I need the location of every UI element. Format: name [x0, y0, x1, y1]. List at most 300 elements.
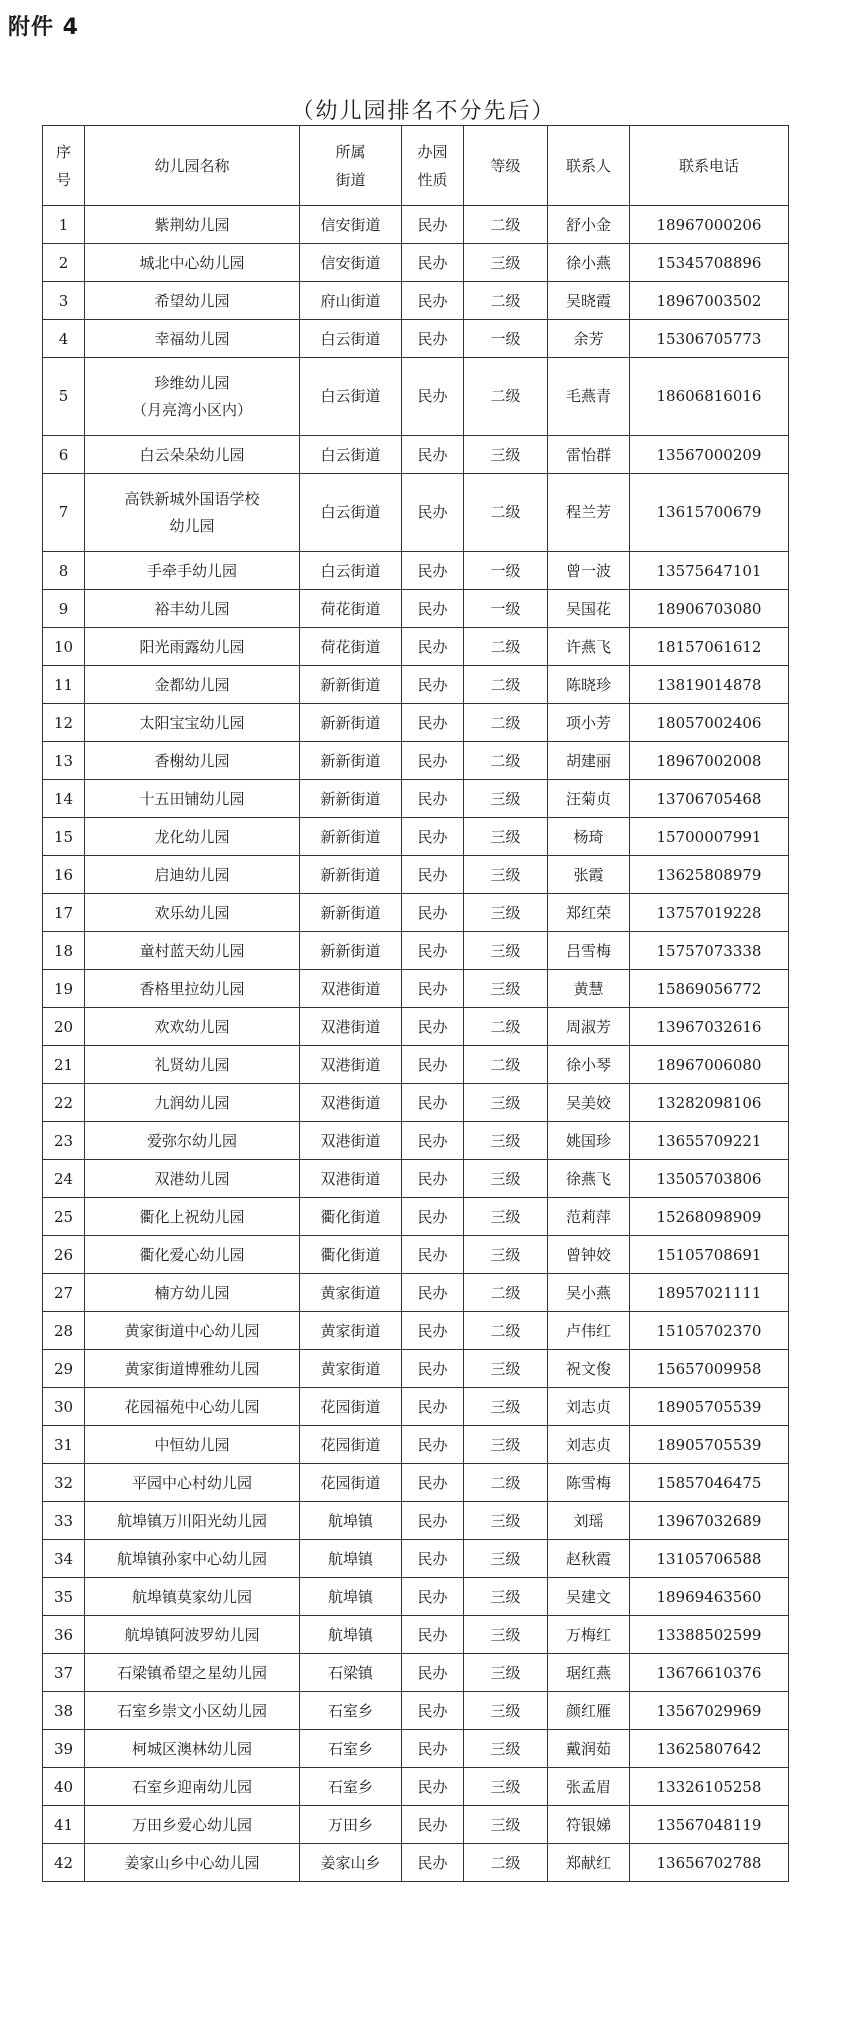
cell-nature: 民办 [402, 282, 464, 320]
cell-nature: 民办 [402, 666, 464, 704]
cell-level: 二级 [464, 282, 548, 320]
cell-street: 花园街道 [300, 1388, 402, 1426]
cell-level: 三级 [464, 818, 548, 856]
cell-index: 30 [43, 1388, 85, 1426]
cell-contact: 刘志贞 [548, 1388, 630, 1426]
cell-index: 13 [43, 742, 85, 780]
cell-phone: 13575647101 [630, 552, 789, 590]
cell-phone: 13326105258 [630, 1768, 789, 1806]
cell-street: 双港街道 [300, 970, 402, 1008]
cell-phone: 13388502599 [630, 1616, 789, 1654]
cell-phone: 15657009958 [630, 1350, 789, 1388]
cell-level: 三级 [464, 894, 548, 932]
cell-level: 一级 [464, 590, 548, 628]
cell-index: 8 [43, 552, 85, 590]
cell-name: 幸福幼儿园 [85, 320, 300, 358]
cell-level: 三级 [464, 1692, 548, 1730]
cell-index: 23 [43, 1122, 85, 1160]
cell-contact: 曾一波 [548, 552, 630, 590]
cell-phone: 18967003502 [630, 282, 789, 320]
cell-contact: 张霞 [548, 856, 630, 894]
cell-street: 新新街道 [300, 666, 402, 704]
cell-contact: 徐燕飞 [548, 1160, 630, 1198]
cell-street: 双港街道 [300, 1046, 402, 1084]
table-row [43, 1122, 789, 1160]
cell-nature: 民办 [402, 1692, 464, 1730]
cell-level: 二级 [464, 1274, 548, 1312]
cell-index: 42 [43, 1844, 85, 1882]
cell-index: 14 [43, 780, 85, 818]
cell-name: 石梁镇希望之星幼儿园 [85, 1654, 300, 1692]
cell-street: 府山街道 [300, 282, 402, 320]
cell-level: 三级 [464, 970, 548, 1008]
cell-index: 18 [43, 932, 85, 970]
cell-index: 16 [43, 856, 85, 894]
cell-level: 三级 [464, 932, 548, 970]
cell-name: 花园福苑中心幼儿园 [85, 1388, 300, 1426]
cell-index: 28 [43, 1312, 85, 1350]
cell-contact: 徐小琴 [548, 1046, 630, 1084]
cell-contact: 曾钟姣 [548, 1236, 630, 1274]
cell-index: 31 [43, 1426, 85, 1464]
cell-street: 衢化街道 [300, 1198, 402, 1236]
cell-contact: 范莉萍 [548, 1198, 630, 1236]
cell-contact: 汪菊贞 [548, 780, 630, 818]
cell-name: 欢乐幼儿园 [85, 894, 300, 932]
table-row [43, 1198, 789, 1236]
cell-phone: 18906703080 [630, 590, 789, 628]
cell-nature: 民办 [402, 1616, 464, 1654]
cell-index: 6 [43, 436, 85, 474]
cell-contact: 余芳 [548, 320, 630, 358]
cell-phone: 18606816016 [630, 358, 789, 436]
cell-phone: 13567029969 [630, 1692, 789, 1730]
cell-phone: 15857046475 [630, 1464, 789, 1502]
cell-nature: 民办 [402, 474, 464, 552]
table-row [43, 1312, 789, 1350]
cell-level: 二级 [464, 742, 548, 780]
cell-name: 十五田铺幼儿园 [85, 780, 300, 818]
table-row [43, 436, 789, 474]
header-contact: 联系人 [548, 126, 630, 206]
attachment-label: 附件 4 [8, 15, 79, 40]
cell-level: 二级 [464, 474, 548, 552]
cell-street: 双港街道 [300, 1084, 402, 1122]
table-row [43, 1692, 789, 1730]
cell-name: 启迪幼儿园 [85, 856, 300, 894]
cell-contact: 吴建文 [548, 1578, 630, 1616]
cell-name: 爱弥尔幼儿园 [85, 1122, 300, 1160]
cell-street: 白云街道 [300, 436, 402, 474]
cell-phone: 13757019228 [630, 894, 789, 932]
cell-level: 三级 [464, 1198, 548, 1236]
cell-name: 太阳宝宝幼儿园 [85, 704, 300, 742]
table-row [43, 474, 789, 552]
cell-contact: 舒小金 [548, 206, 630, 244]
cell-nature: 民办 [402, 320, 464, 358]
cell-street: 双港街道 [300, 1122, 402, 1160]
cell-nature: 民办 [402, 1768, 464, 1806]
cell-name: 航埠镇阿波罗幼儿园 [85, 1616, 300, 1654]
cell-nature: 民办 [402, 436, 464, 474]
cell-name: 姜家山乡中心幼儿园 [85, 1844, 300, 1882]
cell-contact: 许燕飞 [548, 628, 630, 666]
cell-nature: 民办 [402, 1084, 464, 1122]
cell-name: 楠方幼儿园 [85, 1274, 300, 1312]
cell-name: 珍维幼儿园 （月亮湾小区内） [85, 358, 300, 436]
cell-street: 新新街道 [300, 818, 402, 856]
cell-level: 三级 [464, 1616, 548, 1654]
table-row [43, 1426, 789, 1464]
cell-index: 35 [43, 1578, 85, 1616]
cell-index: 41 [43, 1806, 85, 1844]
cell-phone: 15105708691 [630, 1236, 789, 1274]
table-row [43, 552, 789, 590]
cell-street: 航埠镇 [300, 1578, 402, 1616]
cell-nature: 民办 [402, 1350, 464, 1388]
cell-contact: 陈雪梅 [548, 1464, 630, 1502]
cell-street: 衢化街道 [300, 1236, 402, 1274]
table-row [43, 1160, 789, 1198]
cell-name: 希望幼儿园 [85, 282, 300, 320]
cell-phone: 18967002008 [630, 742, 789, 780]
cell-phone: 13282098106 [630, 1084, 789, 1122]
table-row [43, 1806, 789, 1844]
cell-name: 欢欢幼儿园 [85, 1008, 300, 1046]
cell-nature: 民办 [402, 704, 464, 742]
cell-contact: 张孟眉 [548, 1768, 630, 1806]
cell-street: 双港街道 [300, 1008, 402, 1046]
table-row [43, 1502, 789, 1540]
cell-level: 二级 [464, 1008, 548, 1046]
cell-level: 三级 [464, 1426, 548, 1464]
table-row [43, 1008, 789, 1046]
cell-street: 黄家街道 [300, 1274, 402, 1312]
table-row [43, 780, 789, 818]
cell-street: 白云街道 [300, 358, 402, 436]
cell-nature: 民办 [402, 1046, 464, 1084]
cell-level: 三级 [464, 1084, 548, 1122]
cell-nature: 民办 [402, 1730, 464, 1768]
cell-nature: 民办 [402, 244, 464, 282]
cell-street: 新新街道 [300, 932, 402, 970]
cell-contact: 陈晓珍 [548, 666, 630, 704]
cell-contact: 程兰芳 [548, 474, 630, 552]
cell-nature: 民办 [402, 206, 464, 244]
header-level: 等级 [464, 126, 548, 206]
cell-index: 33 [43, 1502, 85, 1540]
cell-nature: 民办 [402, 856, 464, 894]
table-row [43, 244, 789, 282]
cell-index: 3 [43, 282, 85, 320]
cell-index: 2 [43, 244, 85, 282]
cell-contact: 项小芳 [548, 704, 630, 742]
cell-nature: 民办 [402, 970, 464, 1008]
cell-street: 新新街道 [300, 894, 402, 932]
cell-nature: 民办 [402, 1806, 464, 1844]
cell-name: 城北中心幼儿园 [85, 244, 300, 282]
cell-street: 白云街道 [300, 552, 402, 590]
cell-level: 三级 [464, 1388, 548, 1426]
cell-contact: 郑红荣 [548, 894, 630, 932]
header-row [43, 126, 789, 206]
cell-level: 二级 [464, 704, 548, 742]
cell-index: 21 [43, 1046, 85, 1084]
cell-index: 4 [43, 320, 85, 358]
cell-name: 金都幼儿园 [85, 666, 300, 704]
cell-contact: 吴美姣 [548, 1084, 630, 1122]
cell-name: 航埠镇孙家中心幼儿园 [85, 1540, 300, 1578]
table-row [43, 1046, 789, 1084]
cell-name: 童村蓝天幼儿园 [85, 932, 300, 970]
cell-name: 九润幼儿园 [85, 1084, 300, 1122]
cell-street: 新新街道 [300, 704, 402, 742]
cell-street: 花园街道 [300, 1426, 402, 1464]
cell-contact: 符银娣 [548, 1806, 630, 1844]
cell-name: 手牵手幼儿园 [85, 552, 300, 590]
header-phone: 联系电话 [630, 126, 789, 206]
cell-name: 紫荆幼儿园 [85, 206, 300, 244]
table-row [43, 666, 789, 704]
cell-name: 香格里拉幼儿园 [85, 970, 300, 1008]
table-row [43, 1274, 789, 1312]
cell-index: 7 [43, 474, 85, 552]
cell-contact: 徐小燕 [548, 244, 630, 282]
cell-nature: 民办 [402, 818, 464, 856]
cell-street: 黄家街道 [300, 1312, 402, 1350]
cell-contact: 戴润茹 [548, 1730, 630, 1768]
cell-index: 40 [43, 1768, 85, 1806]
table-row [43, 590, 789, 628]
table-row [43, 704, 789, 742]
cell-street: 荷花街道 [300, 590, 402, 628]
cell-name: 高铁新城外国语学校 幼儿园 [85, 474, 300, 552]
cell-nature: 民办 [402, 1426, 464, 1464]
cell-index: 39 [43, 1730, 85, 1768]
cell-nature: 民办 [402, 1236, 464, 1274]
cell-name: 阳光雨露幼儿园 [85, 628, 300, 666]
cell-name: 中恒幼儿园 [85, 1426, 300, 1464]
cell-name: 平园中心村幼儿园 [85, 1464, 300, 1502]
cell-level: 三级 [464, 244, 548, 282]
cell-contact: 刘瑶 [548, 1502, 630, 1540]
cell-name: 石室乡迎南幼儿园 [85, 1768, 300, 1806]
cell-index: 37 [43, 1654, 85, 1692]
cell-contact: 吴小燕 [548, 1274, 630, 1312]
cell-nature: 民办 [402, 1578, 464, 1616]
cell-index: 22 [43, 1084, 85, 1122]
cell-phone: 13625807642 [630, 1730, 789, 1768]
cell-index: 29 [43, 1350, 85, 1388]
cell-index: 38 [43, 1692, 85, 1730]
header-name: 幼儿园名称 [85, 126, 300, 206]
cell-phone: 13615700679 [630, 474, 789, 552]
table-row [43, 1768, 789, 1806]
cell-name: 石室乡崇文小区幼儿园 [85, 1692, 300, 1730]
cell-nature: 民办 [402, 1198, 464, 1236]
cell-name: 白云朵朵幼儿园 [85, 436, 300, 474]
table-row [43, 1540, 789, 1578]
cell-name: 航埠镇万川阳光幼儿园 [85, 1502, 300, 1540]
table-row [43, 628, 789, 666]
cell-level: 一级 [464, 320, 548, 358]
cell-nature: 民办 [402, 894, 464, 932]
cell-contact: 吕雪梅 [548, 932, 630, 970]
cell-level: 三级 [464, 1768, 548, 1806]
cell-street: 双港街道 [300, 1160, 402, 1198]
cell-level: 三级 [464, 1654, 548, 1692]
cell-street: 白云街道 [300, 474, 402, 552]
cell-index: 9 [43, 590, 85, 628]
cell-index: 10 [43, 628, 85, 666]
cell-name: 龙化幼儿园 [85, 818, 300, 856]
cell-nature: 民办 [402, 1388, 464, 1426]
cell-contact: 刘志贞 [548, 1426, 630, 1464]
cell-nature: 民办 [402, 742, 464, 780]
table-row [43, 1654, 789, 1692]
cell-phone: 15700007991 [630, 818, 789, 856]
cell-level: 三级 [464, 1540, 548, 1578]
cell-street: 航埠镇 [300, 1502, 402, 1540]
cell-nature: 民办 [402, 1160, 464, 1198]
cell-phone: 15268098909 [630, 1198, 789, 1236]
header-nature: 办园 性质 [402, 126, 464, 206]
cell-phone: 13505703806 [630, 1160, 789, 1198]
cell-phone: 18905705539 [630, 1426, 789, 1464]
table-row [43, 1578, 789, 1616]
cell-level: 二级 [464, 358, 548, 436]
table-row [43, 1464, 789, 1502]
cell-index: 11 [43, 666, 85, 704]
table-row [43, 1236, 789, 1274]
cell-phone: 18957021111 [630, 1274, 789, 1312]
cell-contact: 颜红雁 [548, 1692, 630, 1730]
cell-street: 姜家山乡 [300, 1844, 402, 1882]
cell-level: 三级 [464, 436, 548, 474]
cell-phone: 15306705773 [630, 320, 789, 358]
cell-level: 三级 [464, 1578, 548, 1616]
cell-phone: 18157061612 [630, 628, 789, 666]
cell-contact: 姚国珍 [548, 1122, 630, 1160]
cell-nature: 民办 [402, 1274, 464, 1312]
cell-phone: 13625808979 [630, 856, 789, 894]
cell-level: 三级 [464, 856, 548, 894]
cell-phone: 13105706588 [630, 1540, 789, 1578]
cell-phone: 18967006080 [630, 1046, 789, 1084]
cell-street: 石室乡 [300, 1768, 402, 1806]
cell-phone: 18967000206 [630, 206, 789, 244]
cell-phone: 18905705539 [630, 1388, 789, 1426]
cell-contact: 万梅红 [548, 1616, 630, 1654]
cell-street: 新新街道 [300, 780, 402, 818]
cell-index: 5 [43, 358, 85, 436]
table-row [43, 818, 789, 856]
cell-nature: 民办 [402, 1540, 464, 1578]
cell-nature: 民办 [402, 1654, 464, 1692]
cell-phone: 13567000209 [630, 436, 789, 474]
cell-contact: 祝文俊 [548, 1350, 630, 1388]
cell-street: 石梁镇 [300, 1654, 402, 1692]
cell-street: 荷花街道 [300, 628, 402, 666]
cell-level: 三级 [464, 780, 548, 818]
cell-level: 三级 [464, 1502, 548, 1540]
cell-contact: 卢伟红 [548, 1312, 630, 1350]
cell-phone: 13967032616 [630, 1008, 789, 1046]
cell-phone: 15105702370 [630, 1312, 789, 1350]
table-row [43, 282, 789, 320]
cell-phone: 13676610376 [630, 1654, 789, 1692]
cell-index: 32 [43, 1464, 85, 1502]
cell-street: 石室乡 [300, 1692, 402, 1730]
cell-phone: 13819014878 [630, 666, 789, 704]
cell-nature: 民办 [402, 358, 464, 436]
cell-name: 衢化爱心幼儿园 [85, 1236, 300, 1274]
cell-street: 石室乡 [300, 1730, 402, 1768]
table-subtitle: （幼儿园排名不分先后） [291, 99, 556, 124]
cell-contact: 毛燕青 [548, 358, 630, 436]
cell-contact: 吴国花 [548, 590, 630, 628]
cell-street: 万田乡 [300, 1806, 402, 1844]
table-row [43, 1730, 789, 1768]
cell-level: 三级 [464, 1160, 548, 1198]
cell-index: 15 [43, 818, 85, 856]
cell-phone: 13967032689 [630, 1502, 789, 1540]
table-row [43, 1844, 789, 1882]
cell-street: 黄家街道 [300, 1350, 402, 1388]
cell-phone: 15869056772 [630, 970, 789, 1008]
cell-index: 20 [43, 1008, 85, 1046]
cell-contact: 黄慧 [548, 970, 630, 1008]
cell-level: 三级 [464, 1350, 548, 1388]
cell-level: 二级 [464, 1464, 548, 1502]
table-row [43, 932, 789, 970]
cell-contact: 琚红燕 [548, 1654, 630, 1692]
table-row [43, 1350, 789, 1388]
cell-contact: 周淑芳 [548, 1008, 630, 1046]
cell-nature: 民办 [402, 1008, 464, 1046]
cell-index: 12 [43, 704, 85, 742]
cell-nature: 民办 [402, 1312, 464, 1350]
cell-index: 24 [43, 1160, 85, 1198]
cell-level: 三级 [464, 1730, 548, 1768]
cell-phone: 13656702788 [630, 1844, 789, 1882]
cell-name: 香榭幼儿园 [85, 742, 300, 780]
cell-nature: 民办 [402, 1122, 464, 1160]
cell-level: 二级 [464, 666, 548, 704]
header-index: 序 号 [43, 126, 85, 206]
cell-index: 25 [43, 1198, 85, 1236]
cell-name: 黄家街道博雅幼儿园 [85, 1350, 300, 1388]
cell-contact: 郑献红 [548, 1844, 630, 1882]
cell-phone: 13706705468 [630, 780, 789, 818]
cell-level: 三级 [464, 1236, 548, 1274]
cell-index: 17 [43, 894, 85, 932]
cell-contact: 雷怡群 [548, 436, 630, 474]
cell-name: 柯城区澳林幼儿园 [85, 1730, 300, 1768]
cell-name: 衢化上祝幼儿园 [85, 1198, 300, 1236]
cell-level: 三级 [464, 1806, 548, 1844]
table-row [43, 206, 789, 244]
table-row [43, 970, 789, 1008]
cell-contact: 杨琦 [548, 818, 630, 856]
cell-name: 双港幼儿园 [85, 1160, 300, 1198]
cell-nature: 民办 [402, 552, 464, 590]
cell-nature: 民办 [402, 780, 464, 818]
cell-level: 二级 [464, 1312, 548, 1350]
cell-street: 新新街道 [300, 856, 402, 894]
cell-street: 花园街道 [300, 1464, 402, 1502]
table-row [43, 856, 789, 894]
